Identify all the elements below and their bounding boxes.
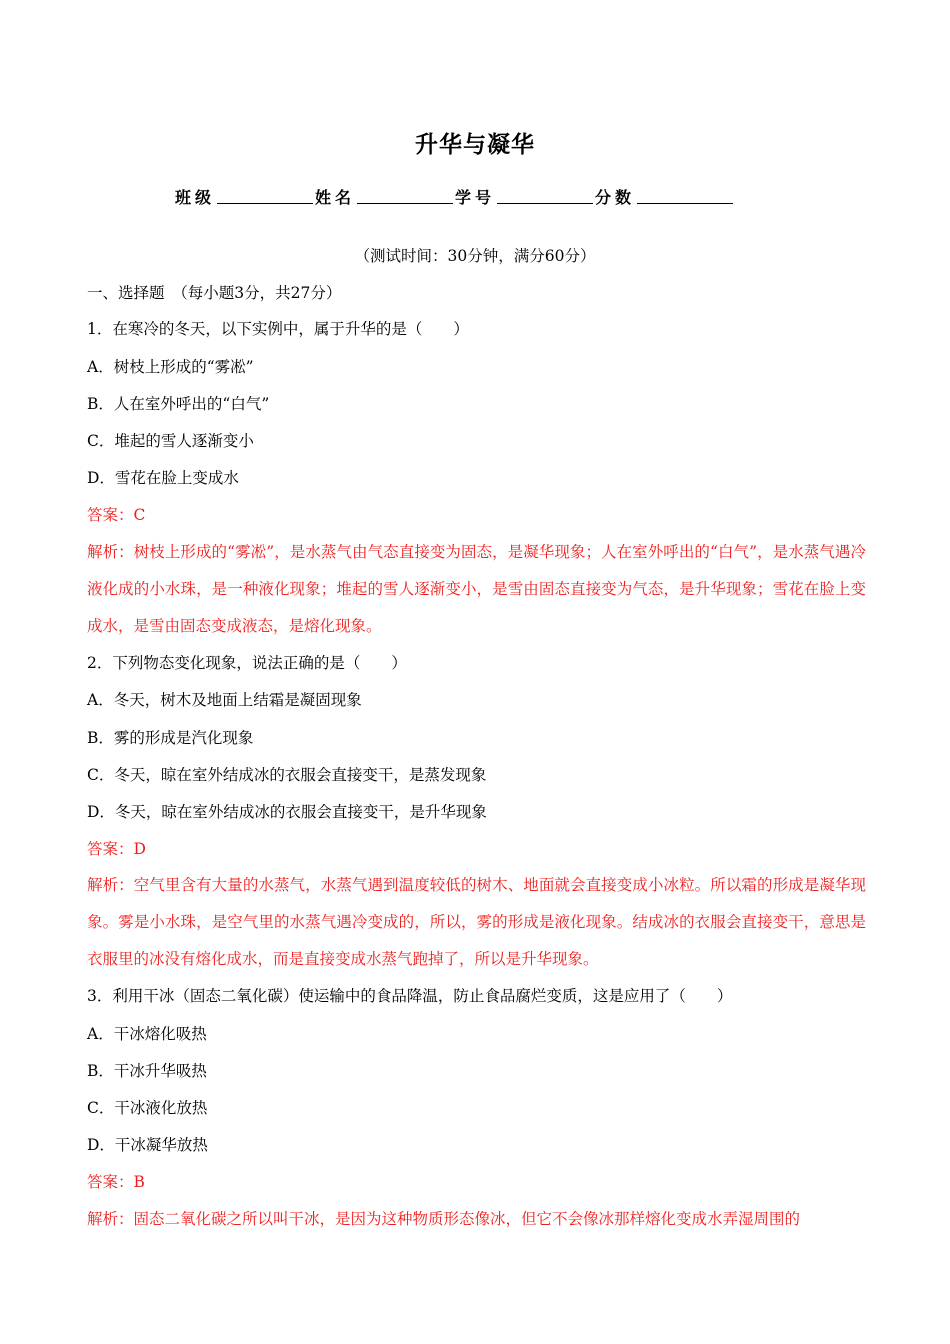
- question-2-analysis: 解析：空气里含有大量的水蒸气，水蒸气遇到温度较低的树木、地面就会直接变成小冰粒。所以霜的形成是凝华现象。雾是小水珠，是空气里的水蒸气遇冷变成的，所以，雾的形成是液化现象。结成冰的衣服会直接变干，意思是衣服里的冰没有熔化成水，而是直接变成水蒸气跑掉了，所以是升华现象。: [87, 876, 866, 968]
- question-3-option-c: C．干冰液化放热: [87, 1099, 208, 1117]
- question-3-option-b: B．干冰升华吸热: [87, 1062, 207, 1080]
- question-3-analysis: 解析：固态二氧化碳之所以叫干冰，是因为这种物质形态像冰，但它不会像冰那样熔化变成水弄湿周围的: [87, 1210, 801, 1228]
- question-1-option-b: B．人在室外呼出的“白气”: [87, 395, 270, 413]
- question-2-stem: 2．下列物态变化现象，说法正确的是（ ）: [87, 654, 407, 672]
- question-1-analysis: 解析：树枝上形成的“雾凇”，是水蒸气由气态直接变为固态，是凝华现象；人在室外呼出的“白气”，是水蒸气遇冷液化成的小水珠，是一种液化现象；堆起的雪人逐渐变小，是雪由固态直接变为气态，是升华现象；雪花在脸上变成水，是雪由固态变成液态，是熔化现象。: [87, 543, 866, 635]
- question-2-option-c: C．冬天，晾在室外结成冰的衣服会直接变干，是蒸发现象: [87, 766, 487, 784]
- section-heading: 一、选择题 （每小题3分，共27分）: [87, 284, 342, 302]
- student-info-row: [175, 183, 735, 209]
- class-blank: [217, 202, 313, 204]
- question-1-option-c: C．堆起的雪人逐渐变小: [87, 432, 254, 450]
- time-note: （测试时间：30分钟，满分60分）: [354, 247, 596, 265]
- question-1-answer: 答案：C: [87, 506, 146, 524]
- question-2-option-a: A．冬天，树木及地面上结霜是凝固现象: [87, 691, 362, 709]
- question-2-answer: 答案：D: [87, 840, 146, 858]
- student-id-label: 学号: [455, 188, 496, 207]
- score-label: 分数: [595, 188, 636, 207]
- question-1-option-d: D．雪花在脸上变成水: [87, 469, 239, 487]
- question-3-stem: 3．利用干冰（固态二氧化碳）使运输中的食品降温，防止食品腐烂变质，这是应用了（ ）: [87, 987, 733, 1005]
- student-id-blank: [497, 202, 593, 204]
- question-3-option-a: A．干冰熔化吸热: [87, 1025, 207, 1043]
- question-2-option-b: B．雾的形成是汽化现象: [87, 729, 254, 747]
- score-blank: [637, 202, 733, 204]
- class-label: 班级: [175, 188, 216, 207]
- name-blank: [357, 202, 453, 204]
- question-3-answer: 答案：B: [87, 1173, 145, 1191]
- question-1-option-a: A．树枝上形成的“雾凇”: [87, 358, 254, 376]
- question-3-option-d: D．干冰凝华放热: [87, 1136, 208, 1154]
- question-2-option-d: D．冬天，晾在室外结成冰的衣服会直接变干，是升华现象: [87, 803, 487, 821]
- page-title: 升华与凝华: [415, 132, 535, 158]
- name-label: 姓名: [315, 188, 356, 207]
- question-1-stem: 1．在寒冷的冬天，以下实例中，属于升华的是（ ）: [87, 320, 469, 338]
